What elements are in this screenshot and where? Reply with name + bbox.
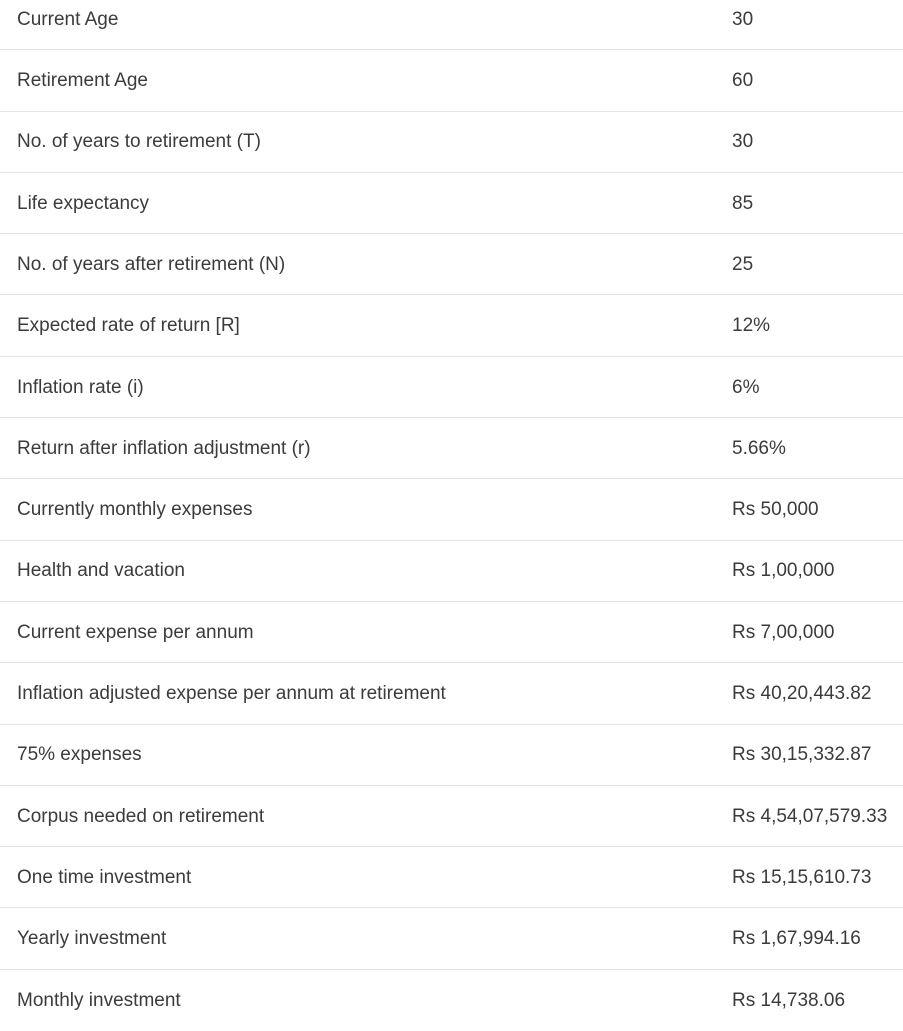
table-row	[0, 541, 903, 602]
row-label: Currently monthly expenses	[17, 499, 253, 521]
row-value: 6%	[732, 376, 760, 398]
row-value: 85	[732, 192, 754, 214]
table-row	[0, 479, 903, 540]
table-row	[0, 725, 903, 786]
row-value: Rs 7,00,000	[732, 621, 835, 643]
table-row	[0, 0, 903, 50]
row-value: 25	[732, 253, 754, 275]
row-label: Inflation adjusted expense per annum at retirement	[17, 683, 446, 705]
row-value: Rs 1,67,994.16	[732, 928, 861, 950]
row-value: 30	[732, 131, 754, 153]
row-label: Current expense per annum	[17, 621, 254, 643]
row-value: Rs 50,000	[732, 499, 819, 521]
table-row	[0, 295, 903, 356]
row-label: 75% expenses	[17, 744, 142, 766]
row-value: 5.66%	[732, 437, 786, 459]
row-value: 30	[732, 8, 754, 30]
table-row	[0, 786, 903, 847]
row-label: Inflation rate (i)	[17, 376, 144, 398]
row-label: No. of years after retirement (N)	[17, 253, 286, 275]
table-row	[0, 50, 903, 111]
row-label: Current Age	[17, 8, 119, 30]
table-row	[0, 602, 903, 663]
table-row	[0, 418, 903, 479]
table-row	[0, 908, 903, 969]
row-label: Expected rate of return [R]	[17, 315, 240, 337]
row-value: 60	[732, 70, 754, 92]
table-row	[0, 357, 903, 418]
row-label: Corpus needed on retirement	[17, 805, 265, 827]
row-label: Return after inflation adjustment (r)	[17, 437, 311, 459]
row-label: One time investment	[17, 866, 192, 888]
row-value: 12%	[732, 315, 771, 337]
row-value: Rs 1,00,000	[732, 560, 835, 582]
row-label: Retirement Age	[17, 70, 148, 92]
row-value: Rs 40,20,443.82	[732, 683, 872, 705]
table-row	[0, 112, 903, 173]
row-label: No. of years to retirement (T)	[17, 131, 261, 153]
row-label: Life expectancy	[17, 192, 150, 214]
table-row	[0, 847, 903, 908]
row-value: Rs 15,15,610.73	[732, 866, 872, 888]
row-label: Yearly investment	[17, 928, 167, 950]
table-row	[0, 234, 903, 295]
table-row	[0, 663, 903, 724]
row-value: Rs 14,738.06	[732, 990, 846, 1011]
row-value: Rs 4,54,07,579.33	[732, 805, 888, 827]
row-value: Rs 30,15,332.87	[732, 744, 872, 766]
row-label: Monthly investment	[17, 990, 181, 1011]
table-row	[0, 173, 903, 234]
table-row	[0, 970, 903, 1031]
row-label: Health and vacation	[17, 560, 185, 582]
